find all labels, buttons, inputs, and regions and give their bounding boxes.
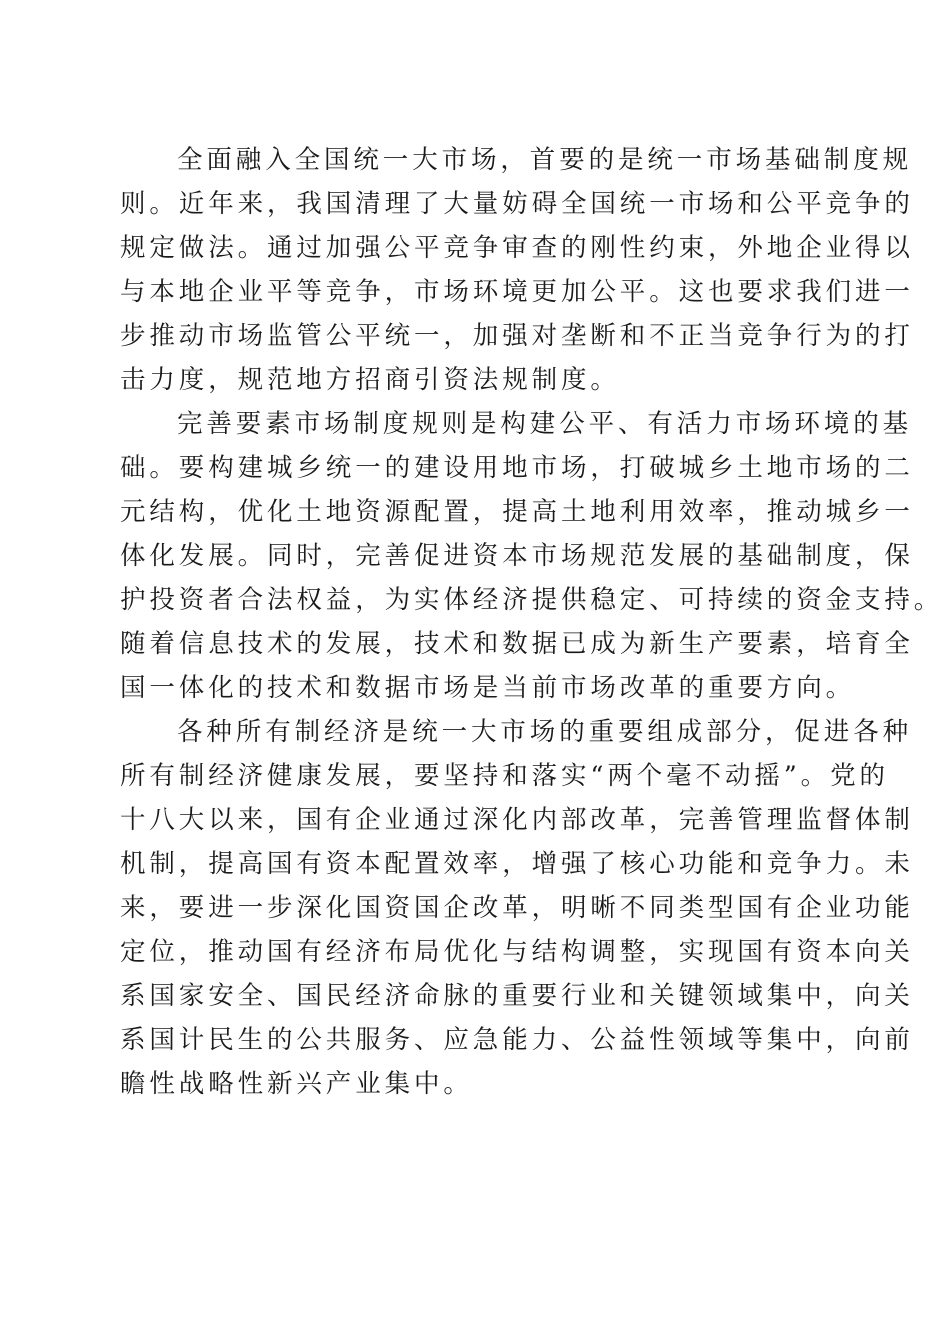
paragraph-line: 础。要构建城乡统一的建设用地市场，打破城乡土地市场的二	[120, 453, 914, 483]
paragraph-line: 瞻性战略性新兴产业集中。	[120, 1069, 473, 1099]
paragraph-1	[120, 138, 914, 402]
paragraph-line: 国一体化的技术和数据市场是当前市场改革的重要方向。	[120, 673, 856, 703]
paragraph-line: 来，要进一步深化国资国企改革，明晰不同类型国有企业功能	[120, 893, 914, 923]
paragraph-line: 全面融入全国统一大市场，首要的是统一市场基础制度规	[177, 145, 913, 175]
paragraph-line: 则。近年来，我国清理了大量妨碍全国统一市场和公平竞争的	[120, 189, 914, 219]
paragraph-3	[120, 710, 914, 1106]
paragraph-line: 规定做法。通过加强公平竞争审查的刚性约束，外地企业得以	[120, 233, 914, 263]
paragraph-2	[120, 402, 944, 710]
paragraph-line: 完善要素市场制度规则是构建公平、有活力市场环境的基	[177, 409, 913, 439]
paragraph-line: 随着信息技术的发展，技术和数据已成为新生产要素，培育全	[120, 629, 914, 659]
paragraph-line: 机制，提高国有资本配置效率，增强了核心功能和竞争力。未	[120, 849, 914, 879]
paragraph-line: 与本地企业平等竞争，市场环境更加公平。这也要求我们进一	[120, 277, 914, 307]
paragraph-line: 所有制经济健康发展，要坚持和落实“两个毫不动摇”。党的	[120, 761, 889, 791]
paragraph-line: 元结构，优化土地资源配置，提高土地利用效率，推动城乡一	[120, 497, 914, 527]
paragraph-line: 击力度，规范地方招商引资法规制度。	[120, 365, 620, 395]
document-body	[120, 138, 944, 1106]
paragraph-line: 系国家安全、国民经济命脉的重要行业和关键领域集中，向关	[120, 981, 914, 1011]
paragraph-line: 各种所有制经济是统一大市场的重要组成部分，促进各种	[177, 717, 913, 747]
paragraph-line: 步推动市场监管公平统一，加强对垄断和不正当竞争行为的打	[120, 321, 914, 351]
paragraph-line: 护投资者合法权益，为实体经济提供稳定、可持续的资金支持。	[120, 585, 944, 615]
paragraph-line: 定位，推动国有经济布局优化与结构调整，实现国有资本向关	[120, 937, 914, 967]
paragraph-line: 体化发展。同时，完善促进资本市场规范发展的基础制度，保	[120, 541, 914, 571]
paragraph-line: 系国计民生的公共服务、应急能力、公益性领域等集中，向前	[120, 1025, 914, 1055]
paragraph-line: 十八大以来，国有企业通过深化内部改革，完善管理监督体制	[120, 805, 914, 835]
